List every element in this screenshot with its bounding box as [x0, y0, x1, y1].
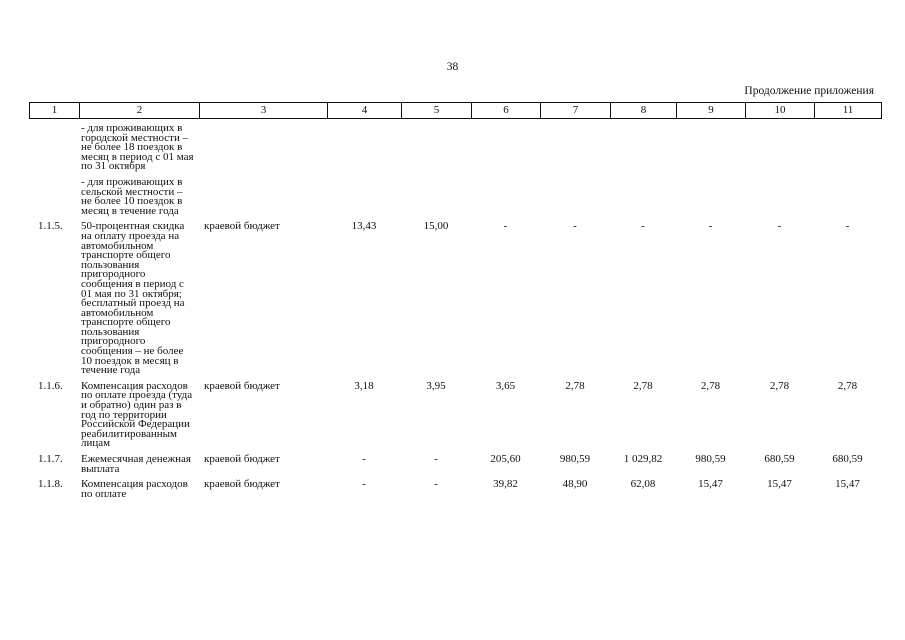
row-funding-source: краевой бюджет: [204, 379, 280, 392]
row-funding-source: краевой бюджет: [204, 453, 280, 465]
row-value: 39,82: [493, 478, 518, 491]
column-number: 9: [677, 103, 746, 119]
row-value: [471, 178, 540, 216]
row-value: 680,59: [832, 453, 863, 465]
row-value: 2,78: [700, 379, 721, 392]
row-funding-source: краевой бюджет: [204, 220, 280, 233]
row-value: [327, 178, 401, 216]
row-code: 1.1.8.: [38, 478, 63, 491]
column-number: 5: [402, 103, 472, 119]
row-value: 13,43: [351, 220, 377, 233]
row-description: - для проживающих в городской местности – не более 18 поездок в месяц в период с 01 мая по 31 октября: [81, 122, 194, 173]
row-code: 1.1.5.: [38, 220, 63, 233]
row-value: [610, 178, 676, 216]
table-row: [29, 178, 881, 216]
table-row: [29, 382, 881, 449]
row-value: -: [641, 220, 645, 233]
table-row: [29, 222, 881, 376]
row-description: Компенсация расходов по оплате: [81, 478, 188, 500]
row-value: 2,78: [565, 379, 585, 392]
row-code: 1.1.6.: [38, 379, 63, 392]
row-value: [745, 124, 814, 172]
row-code: 1.1.7.: [38, 453, 63, 465]
column-number: 8: [611, 103, 677, 119]
row-value: [471, 124, 540, 172]
row-description: Ежемесячная денежная выплата: [81, 453, 191, 475]
row-value: [814, 178, 881, 216]
column-number: 10: [746, 103, 815, 119]
row-value: 2,78: [633, 379, 653, 392]
row-value: -: [362, 453, 366, 465]
column-number: 7: [541, 103, 611, 119]
row-value: -: [362, 478, 366, 491]
row-value: 680,59: [764, 453, 795, 465]
row-value: [610, 124, 676, 172]
row-value: 2,78: [769, 379, 790, 392]
column-number: 4: [328, 103, 402, 119]
continuation-label: Продолжение приложения: [744, 85, 874, 97]
row-funding-source: [199, 178, 327, 216]
row-value: [401, 178, 471, 216]
row-value: 980,59: [695, 453, 726, 465]
table-row: [29, 124, 881, 172]
row-value: -: [777, 220, 782, 233]
budget-table: [29, 124, 881, 499]
row-value: 980,59: [559, 453, 591, 465]
row-value: 1 029,82: [623, 453, 663, 465]
row-value: -: [503, 220, 508, 233]
row-description: - для проживающих в сельской местности – не более 10 поездок в месяц в течение года: [81, 175, 183, 217]
row-value: 15,47: [767, 478, 792, 491]
row-value: -: [845, 220, 850, 233]
row-value: 48,90: [562, 478, 588, 491]
row-description: Компенсация расходов по оплате проезда (туда и обратно) один раз в год по территории Российской Федерации реабилитированным лицам: [81, 379, 193, 450]
row-value: -: [573, 220, 577, 233]
row-value: [814, 124, 881, 172]
page-number: 38: [446, 61, 459, 73]
column-number-header: [29, 102, 882, 119]
row-value: 15,00: [423, 220, 449, 233]
row-value: 15,47: [698, 478, 723, 491]
row-value: 3,95: [426, 379, 446, 392]
row-value: 3,65: [495, 379, 516, 392]
row-value: -: [434, 478, 438, 491]
row-code: [29, 178, 79, 216]
row-description: 50-процентная скидка на оплату проезда на автомобильном транспорте общего пользования пригородного сообщения в период с 01 мая по 31 октября; бесплатный проезд на автомобильном транспорте общего пользования пригородного сообщения – не более 10 поездок в месяц в течение года: [81, 220, 185, 377]
column-number: 6: [472, 103, 541, 119]
row-value: 3,18: [354, 379, 374, 392]
column-number: 11: [815, 103, 882, 119]
row-value: [540, 178, 610, 216]
row-value: -: [708, 220, 713, 233]
row-value: 15,47: [835, 478, 860, 491]
row-value: [676, 178, 745, 216]
row-code: [29, 124, 79, 172]
row-value: [540, 124, 610, 172]
row-value: -: [434, 453, 438, 465]
table-row: [29, 455, 881, 474]
column-number: 1: [30, 103, 80, 119]
table-row: [29, 480, 881, 499]
row-value: 2,78: [837, 379, 858, 392]
row-value: [401, 124, 471, 172]
column-number: 2: [80, 103, 200, 119]
row-value: [327, 124, 401, 172]
row-funding-source: [199, 124, 327, 172]
row-value: [745, 178, 814, 216]
row-value: 62,08: [630, 478, 656, 491]
row-funding-source: краевой бюджет: [204, 478, 280, 491]
row-value: 205,60: [490, 453, 521, 465]
column-number: 3: [200, 103, 328, 119]
row-value: [676, 124, 745, 172]
